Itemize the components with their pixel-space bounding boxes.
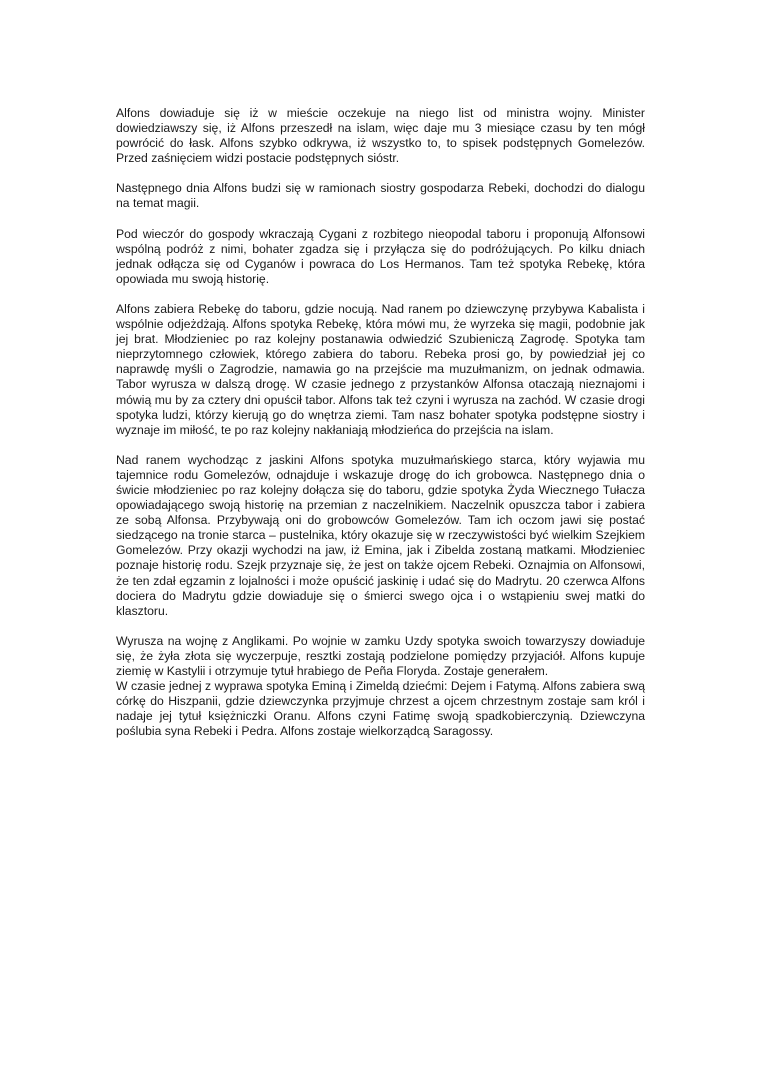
document-page — [116, 106, 645, 754]
paragraph-4: Alfons zabiera Rebekę do taboru, gdzie nocują. Nad ranem po dziewczynę przybywa Kabalista i wspólnie odjeżdżają. Alfons spotyka Rebekę, która mówi mu, że wyrzeka się magii, podobnie jak jej brat. Młodzieniec po raz kolejny postanawia odwiedzić Szubieniczą Zagrodę. Spotyka tam nieprzytomnego człowiek, którego zabiera do taboru. Rebeka prosi go, by powiedział jej co naprawdę myśli o Zagrodzie, namawia go na przejście ma muzułmanizm, on jednak odmawia. Tabor wyrusza w dalszą drogę. W czasie jednego z przystanków Alfonsa otaczają nieznajomi i mówią mu by za cztery dni opuścił tabor. Alfons tak też czyni i wyrusza na zachód. W czasie drogi spotyka ludzi, którzy kierują go do wnętrza ziemi. Tam nasz bohater spotyka podstępne siostry i wyznaje im miłość, te po raz kolejny nakłaniają młodzieńca do przejścia na islam. — [116, 301, 645, 437]
paragraph-2: Następnego dnia Alfons budzi się w ramionach siostry gospodarza Rebeki, dochodzi do dialogu na temat magii. — [116, 181, 645, 211]
paragraph-6: Wyrusza na wojnę z Anglikami. Po wojnie w zamku Uzdy spotyka swoich towarzyszy dowiaduje się, że żyła złota się wyczerpuje, resztki zostają podzielone pomiędzy przyjaciół. Alfons kupuje ziemię w Kastylii i otrzymuje tytuł hrabiego de Peña Floryda. Zostaje generałem. — [116, 633, 645, 678]
paragraph-7: W czasie jednej z wyprawa spotyka Eminą i Zimeldą dziećmi: Dejem i Fatymą. Alfons zabiera swą córkę do Hiszpanii, gdzie dziewczynka przyjmuje chrzest a ojcem chrzestnym zostaje sam król i nadaje jej tytuł księżniczki Oranu. Alfons czyni Fatimę swoją spadkobierczynią. Dziewczyna poślubia syna Rebeki i Pedra. Alfons zostaje wielkorządcą Saragossy. — [116, 679, 645, 739]
paragraph-5: Nad ranem wychodząc z jaskini Alfons spotyka muzułmańskiego starca, który wyjawia mu tajemnice rodu Gomelezów, odnajduje i wskazuje drogę do ich grobowca. Następnego dnia o świcie młodzieniec po raz kolejny dołącza się do taboru, gdzie spotyka Żyda Wiecznego Tułacza opowiadającego swoją historię na przemian z naczelnikiem. Naczelnik opuszcza tabor i zabiera ze sobą Alfonsa. Przybywają oni do grobowców Gomelezów. Tam ich oczom jawi się postać siedzącego na tronie starca – pustelnika, który okazuje się w rzeczywistości być wielkim Szejkiem Gomelezów. Przy okazji wychodzi na jaw, iż Emina, jak i Zibelda zostaną matkami. Młodzieniec poznaje historię rodu. Szejk przyznaje się, że jest on także ojcem Rebeki. Oznajmia on Alfonsowi, że ten zdał egzamin z lojalności i może opuścić jaskinię i udać się do Madrytu. 20 czerwca Alfons dociera do Madrytu gdzie dowiaduje się o śmierci swego ojca i o wstąpieniu swej matki do klasztoru. — [116, 452, 645, 618]
paragraph-3: Pod wieczór do gospody wkraczają Cygani z rozbitego nieopodal taboru i proponują Alfonsowi wspólną podróż z nimi, bohater zgadza się i przyłącza się do podróżujących. Po kilku dniach jednak odłącza się od Cyganów i powraca do Los Hermanos. Tam też spotyka Rebekę, która opowiada mu swoją historię. — [116, 226, 645, 286]
paragraph-1: Alfons dowiaduje się iż w mieście oczekuje na niego list od ministra wojny. Minister dowiedziawszy się, iż Alfons przeszedł na islam, więc daje mu 3 miesiące czasu by ten mógł powrócić do łask. Alfons szybko odkrywa, iż wszystko to, to spisek podstępnych Gomelezów. Przed zaśnięciem widzi postacie podstępnych sióstr. — [116, 106, 645, 166]
